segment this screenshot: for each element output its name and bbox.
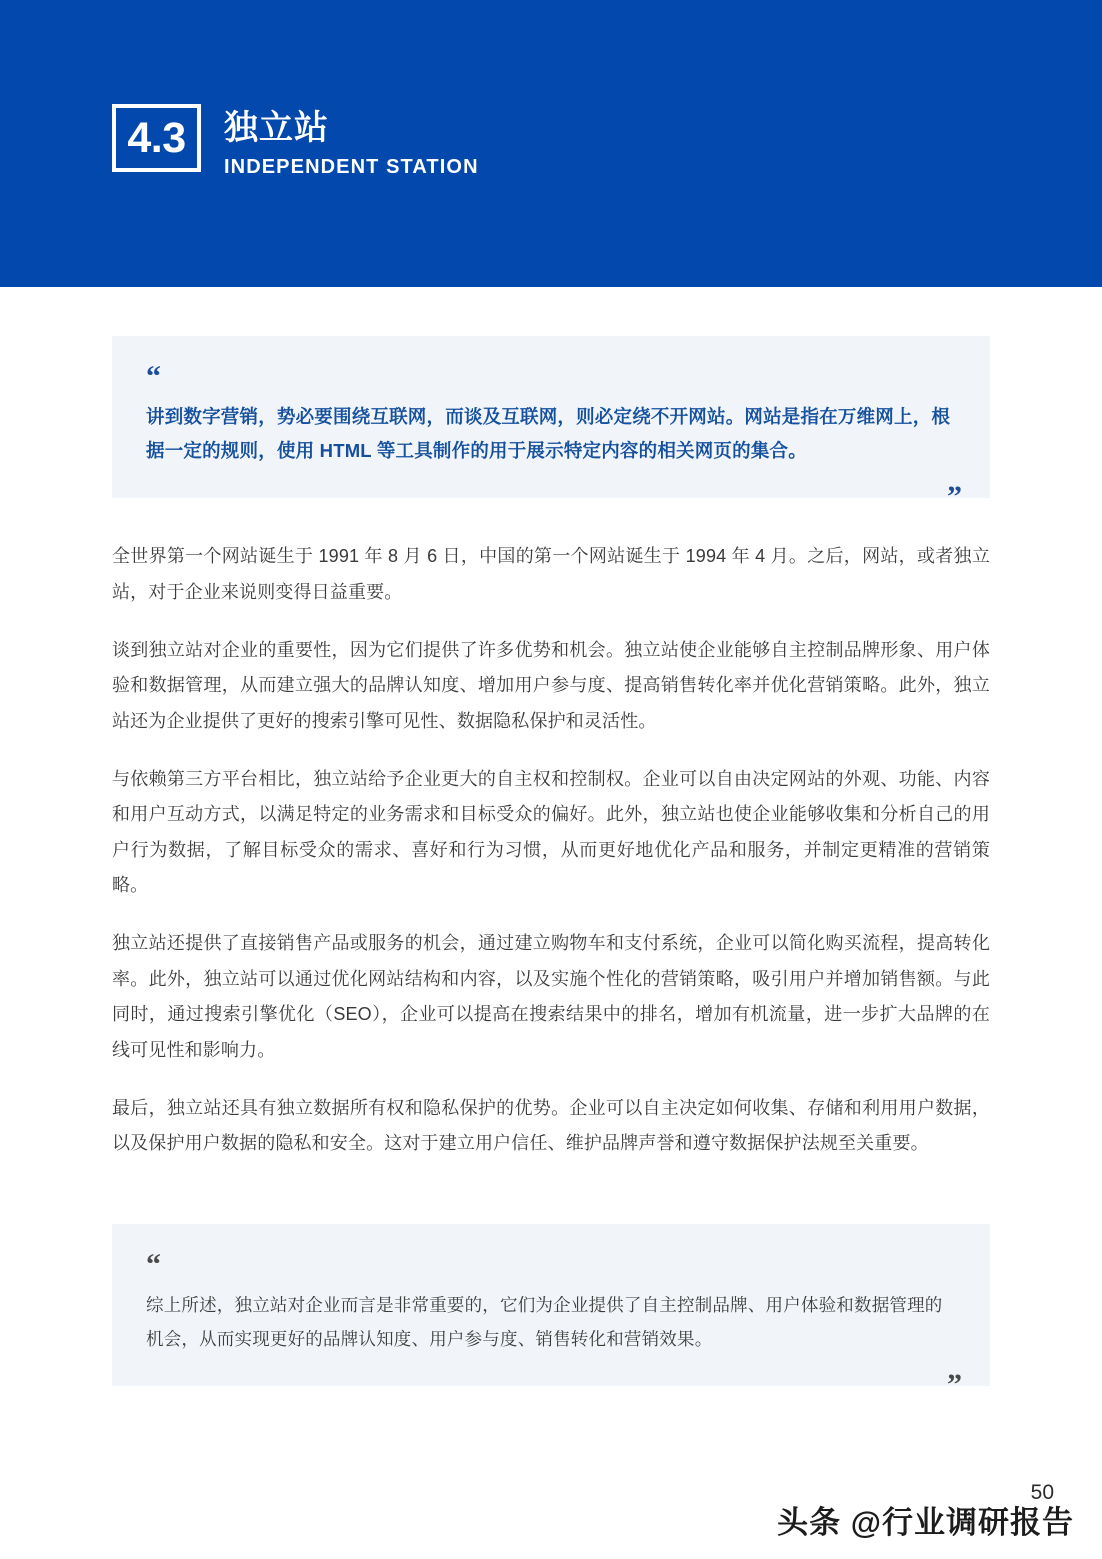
- section-header-content: [112, 104, 479, 180]
- body-paragraph: 最后，独立站还具有独立数据所有权和隐私保护的优势。企业可以自主决定如何收集、存储和利用用户数据，以及保护用户数据的隐私和安全。这对于建立用户信任、维护品牌声誉和遵守数据保护法规至关重要。: [112, 1097, 990, 1154]
- body-paragraph: 谈到独立站对企业的重要性，因为它们提供了许多优势和机会。独立站使企业能够自主控制品牌形象、用户体验和数据管理，从而建立强大的品牌认知度、增加用户参与度、提高销售转化率并优化营销策略。此外，独立站还为企业提供了更好的搜索引擎可见性、数据隐私保护和灵活性。: [112, 639, 990, 731]
- page-footer: [0, 1469, 1102, 1559]
- section-title-english: INDEPENDENT STATION: [224, 156, 479, 179]
- body-copy: [112, 498, 990, 1161]
- watermark-label: 头条 @行业调研报告: [777, 1505, 1074, 1540]
- body-paragraph: 与依赖第三方平台相比，独立站给予企业更大的自主权和控制权。企业可以自由决定网站的外观、功能、内容和用户互动方式，以满足特定的业务需求和目标受众的偏好。此外，独立站也使企业能够收集和分析自己的用户行为数据，了解目标受众的需求、喜好和行为习惯，从而更好地优化产品和服务，并制定更精准的营销策略。: [112, 768, 990, 896]
- quote-intro-text: 讲到数字营销，势必要围绕互联网，而谈及互联网，则必定绕不开网站。网站是指在万维网上，根据一定的规则，使用 HTML 等工具制作的用于展示特定内容的相关网页的集合。: [146, 406, 951, 462]
- page-content: [0, 287, 1102, 1402]
- section-number-box: [112, 104, 201, 172]
- quote-summary-text: 综上所述，独立站对企业而言是非常重要的，它们为企业提供了自主控制品牌、用户体验和数据管理的机会，从而实现更好的品牌认知度、用户参与度、销售转化和营销效果。: [146, 1294, 943, 1349]
- quote-open-icon: “: [146, 1247, 161, 1281]
- quote-block-summary: [112, 1224, 990, 1402]
- quote-close-icon: ”: [947, 480, 962, 514]
- page-number: 50: [1030, 1481, 1054, 1504]
- body-paragraph: 全世界第一个网站诞生于 1991 年 8 月 6 日，中国的第一个网站诞生于 1994 年 4 月。之后，网站，或者独立站，对于企业来说则变得日益重要。: [112, 546, 990, 603]
- quote-block-intro: [112, 336, 990, 514]
- quote-close-icon: ”: [947, 1368, 962, 1402]
- section-header-band: [0, 0, 1102, 287]
- section-title-group: [224, 104, 479, 180]
- section-title-chinese: 独立站: [224, 109, 329, 147]
- body-paragraph: 独立站还提供了直接销售产品或服务的机会，通过建立购物车和支付系统，企业可以简化购买流程，提高转化率。此外，独立站可以通过优化网站结构和内容，以及实施个性化的营销策略，吸引用户并增加销售额。与此同时，通过搜索引擎优化（SEO），企业可以提高在搜索结果中的排名，增加有机流量，进一步扩大品牌的在线可见性和影响力。: [112, 933, 990, 1060]
- quote-open-icon: “: [146, 360, 161, 393]
- section-number: 4.3: [127, 113, 186, 162]
